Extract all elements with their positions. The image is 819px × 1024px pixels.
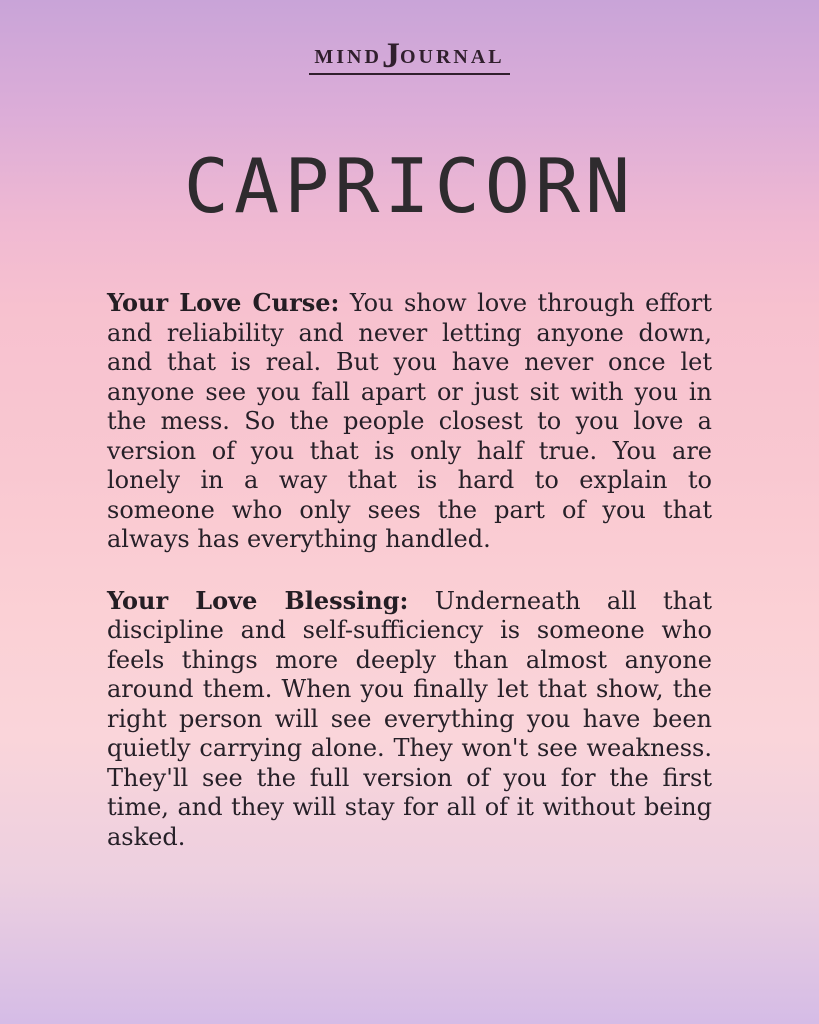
love-curse-paragraph [107, 288, 712, 555]
love-blessing-label: Your Love Blessing: [107, 585, 409, 615]
mindjournal-logo [0, 0, 819, 75]
logo-text-ournal: OURNAL [399, 46, 505, 68]
logo-text-mind: MIND [314, 46, 382, 68]
page-title: CAPRICORN [183, 142, 636, 230]
love-curse-label: Your Love Curse: [107, 288, 340, 317]
love-curse-text: You show love through effort and reliability and never letting anyone down, and that is real. But you have never once let anyone see you fall apart or just sit with you in the mess. So the people closest to you love a version of you that is only half true. You are lonely in a way that is hard to explain to someone who only sees the part of you that always has everything handled. [107, 289, 713, 554]
logo-letter-j: J [381, 35, 400, 75]
love-blessing-paragraph [107, 586, 712, 853]
logo-underlined-wordmark [309, 35, 509, 75]
content [107, 288, 712, 852]
love-blessing-text: Underneath all that discipline and self-sufficiency is someone who feels things more deeply than almost anyone around them. When you finally let that show, the right person will see everything you have been quietly carrying alone. They won't see weakness. They'll see the full version of you for the first time, and they will stay for all of it without being asked. [107, 586, 713, 851]
